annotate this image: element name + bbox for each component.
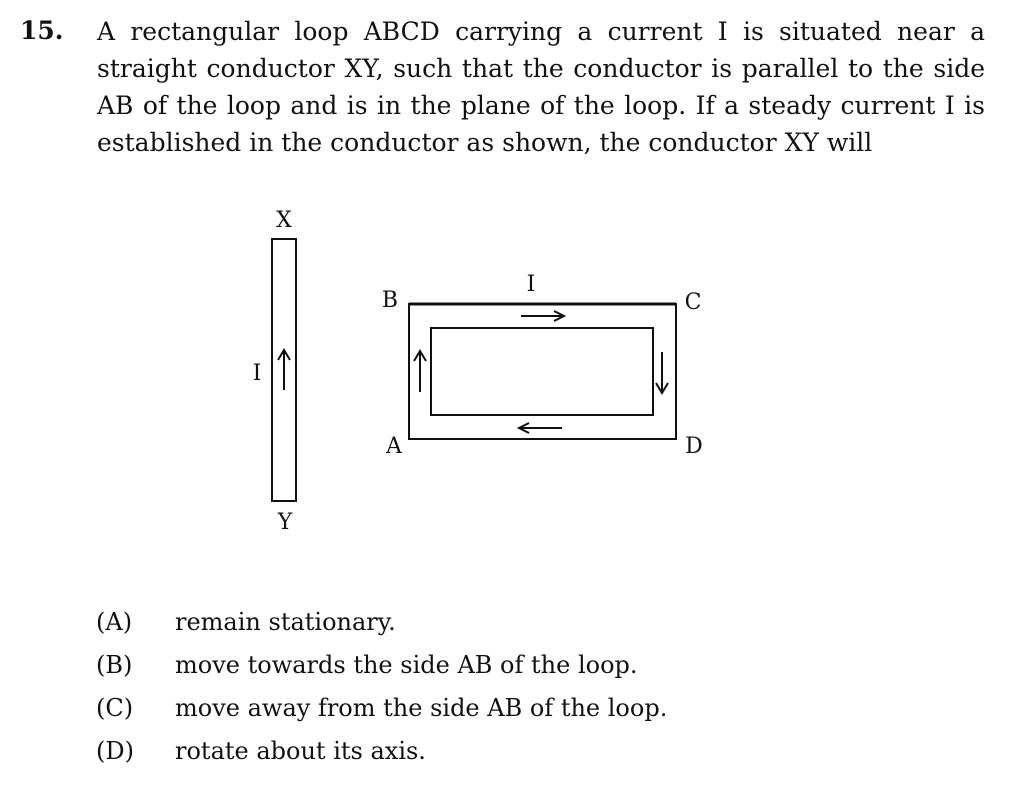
option-label: (C) — [96, 693, 134, 722]
option-c[interactable] — [96, 686, 667, 729]
option-text: remain stationary. — [175, 607, 396, 636]
option-text: rotate about its axis. — [175, 736, 426, 765]
loop-current-arrow-top — [521, 311, 564, 321]
answer-options — [96, 600, 667, 772]
label-y: Y — [277, 510, 293, 535]
label-a: A — [386, 434, 402, 459]
conductor-current-arrow — [278, 350, 290, 390]
question-text: A rectangular loop ABCD carrying a current I is situated near a straight conductor XY, such that the conductor is parallel to the side AB of the loop and is in the plane of the loop. If a steady current I is established in the conductor as shown, the conductor XY will — [97, 17, 985, 157]
option-label: (B) — [96, 650, 133, 679]
option-text: move away from the side AB of the loop. — [175, 693, 668, 722]
label-c: C — [684, 290, 702, 315]
option-label: (D) — [96, 736, 134, 765]
loop-inner — [431, 328, 653, 415]
option-d[interactable] — [96, 729, 667, 772]
label-b: B — [381, 288, 399, 313]
option-label: (A) — [96, 607, 133, 636]
loop-current-arrow-right — [656, 352, 668, 393]
label-i-conductor: I — [252, 361, 262, 386]
loop-current-arrow-left — [414, 351, 426, 392]
option-text: move towards the side AB of the loop. — [175, 650, 638, 679]
option-b[interactable] — [96, 643, 667, 686]
loop-current-arrow-bottom — [519, 423, 562, 433]
loop-outer — [409, 304, 676, 439]
label-i-loop: I — [526, 272, 536, 297]
option-a[interactable] — [96, 600, 667, 643]
label-d: D — [685, 434, 703, 459]
question-number: 15. — [20, 16, 64, 45]
label-x: X — [276, 208, 292, 233]
